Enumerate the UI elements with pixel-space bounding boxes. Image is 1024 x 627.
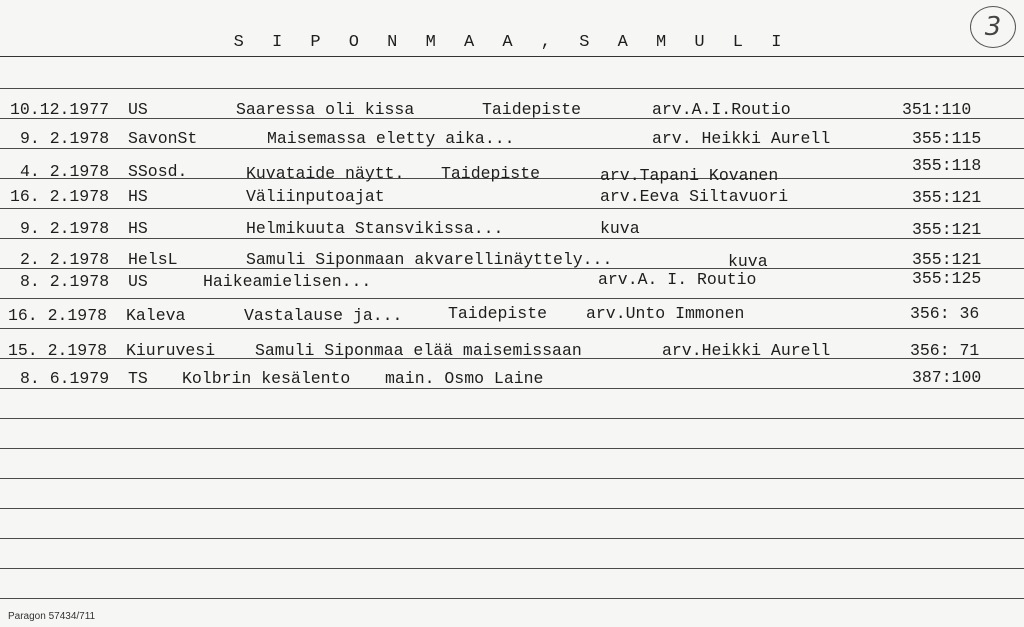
entry-date: 9. 2.1978 xyxy=(20,219,110,238)
entry-ref: 356: 71 xyxy=(910,341,980,360)
rule-line xyxy=(0,568,1024,569)
entry-paper: HS xyxy=(128,219,148,238)
entry-author: arv.A.I.Routio xyxy=(652,100,791,119)
entry-author: arv.Unto Immonen xyxy=(586,304,745,323)
entry-title: Kolbrin kesälento xyxy=(182,369,351,388)
entry-section: Taidepiste xyxy=(441,164,541,183)
entry-date: 16. 2.1978 xyxy=(10,187,110,206)
entry-section: Taidepiste xyxy=(482,100,582,119)
entry-author: arv. Heikki Aurell xyxy=(652,129,831,148)
entry-paper: HS xyxy=(128,187,148,206)
entry-ref: 355:118 xyxy=(912,156,982,175)
entry-ref: 351:110 xyxy=(902,100,972,119)
rule-line xyxy=(0,598,1024,599)
entry-paper: Kaleva xyxy=(126,306,186,325)
rule-line xyxy=(0,508,1024,509)
card-footer: Paragon 57434/711 xyxy=(8,611,96,622)
entry-section: Taidepiste xyxy=(448,304,548,323)
rule-line xyxy=(0,148,1024,149)
entry-title: Maisemassa eletty aika... xyxy=(267,129,515,148)
rule-line xyxy=(0,538,1024,539)
rule-line xyxy=(0,298,1024,299)
entry-ref: 355:121 xyxy=(912,250,982,269)
entry-author: arv.Tapani Kovanen xyxy=(600,166,779,185)
rule-line xyxy=(0,388,1024,389)
entry-paper: HelsL xyxy=(128,250,178,269)
entry-date: 8. 6.1979 xyxy=(20,369,110,388)
rule-line xyxy=(0,238,1024,239)
entry-date: 15. 2.1978 xyxy=(8,341,108,360)
entry-paper: Kiuruvesi xyxy=(126,341,216,360)
rule-line xyxy=(0,328,1024,329)
entry-ref: 355:125 xyxy=(912,269,982,288)
entry-date: 16. 2.1978 xyxy=(8,306,108,325)
entry-ref: 387:100 xyxy=(912,368,982,387)
entry-date: 10.12.1977 xyxy=(10,100,110,119)
entry-title: Helmikuuta Stansvikissa... xyxy=(246,219,504,238)
entry-date: 8. 2.1978 xyxy=(20,272,110,291)
rule-line xyxy=(0,208,1024,209)
entry-title: Samuli Siponmaan akvarellinäyttely... xyxy=(246,250,613,269)
rule-line xyxy=(0,88,1024,89)
rule-line xyxy=(0,418,1024,419)
card-title: S I P O N M A A , S A M U L I xyxy=(233,33,791,52)
entry-date: 9. 2.1978 xyxy=(20,129,110,148)
entry-title: Väliinputoajat xyxy=(246,187,385,206)
entry-author: arv.A. I. Routio xyxy=(598,270,757,289)
rule-line xyxy=(0,448,1024,449)
entry-paper: TS xyxy=(128,369,148,388)
entry-title: Saaressa oli kissa xyxy=(236,100,415,119)
entry-ref: 355:121 xyxy=(912,188,982,207)
entry-paper: SavonSt xyxy=(128,129,198,148)
entry-author: kuva xyxy=(728,252,768,271)
entry-ref: 356: 36 xyxy=(910,304,980,323)
rule-line xyxy=(0,56,1024,57)
entry-ref: 355:121 xyxy=(912,220,982,239)
entry-date: 2. 2.1978 xyxy=(20,250,110,269)
entry-title: Kuvataide näytt. xyxy=(246,164,405,183)
entry-author: kuva xyxy=(600,219,640,238)
page-number-circle: 3 xyxy=(970,6,1016,48)
entry-author: arv.Heikki Aurell xyxy=(662,341,831,360)
rule-line xyxy=(0,478,1024,479)
entry-date: 4. 2.1978 xyxy=(20,162,110,181)
entry-author: arv.Eeva Siltavuori xyxy=(600,187,789,206)
entry-paper: US xyxy=(128,272,148,291)
entry-title: Haikeamielisen... xyxy=(203,272,372,291)
entry-paper: SSosd. xyxy=(128,162,188,181)
entry-paper: US xyxy=(128,100,148,119)
entry-author: main. Osmo Laine xyxy=(385,369,544,388)
entry-ref: 355:115 xyxy=(912,129,982,148)
entry-title: Vastalause ja... xyxy=(244,306,403,325)
entry-title: Samuli Siponmaa elää maisemissaan xyxy=(255,341,582,360)
